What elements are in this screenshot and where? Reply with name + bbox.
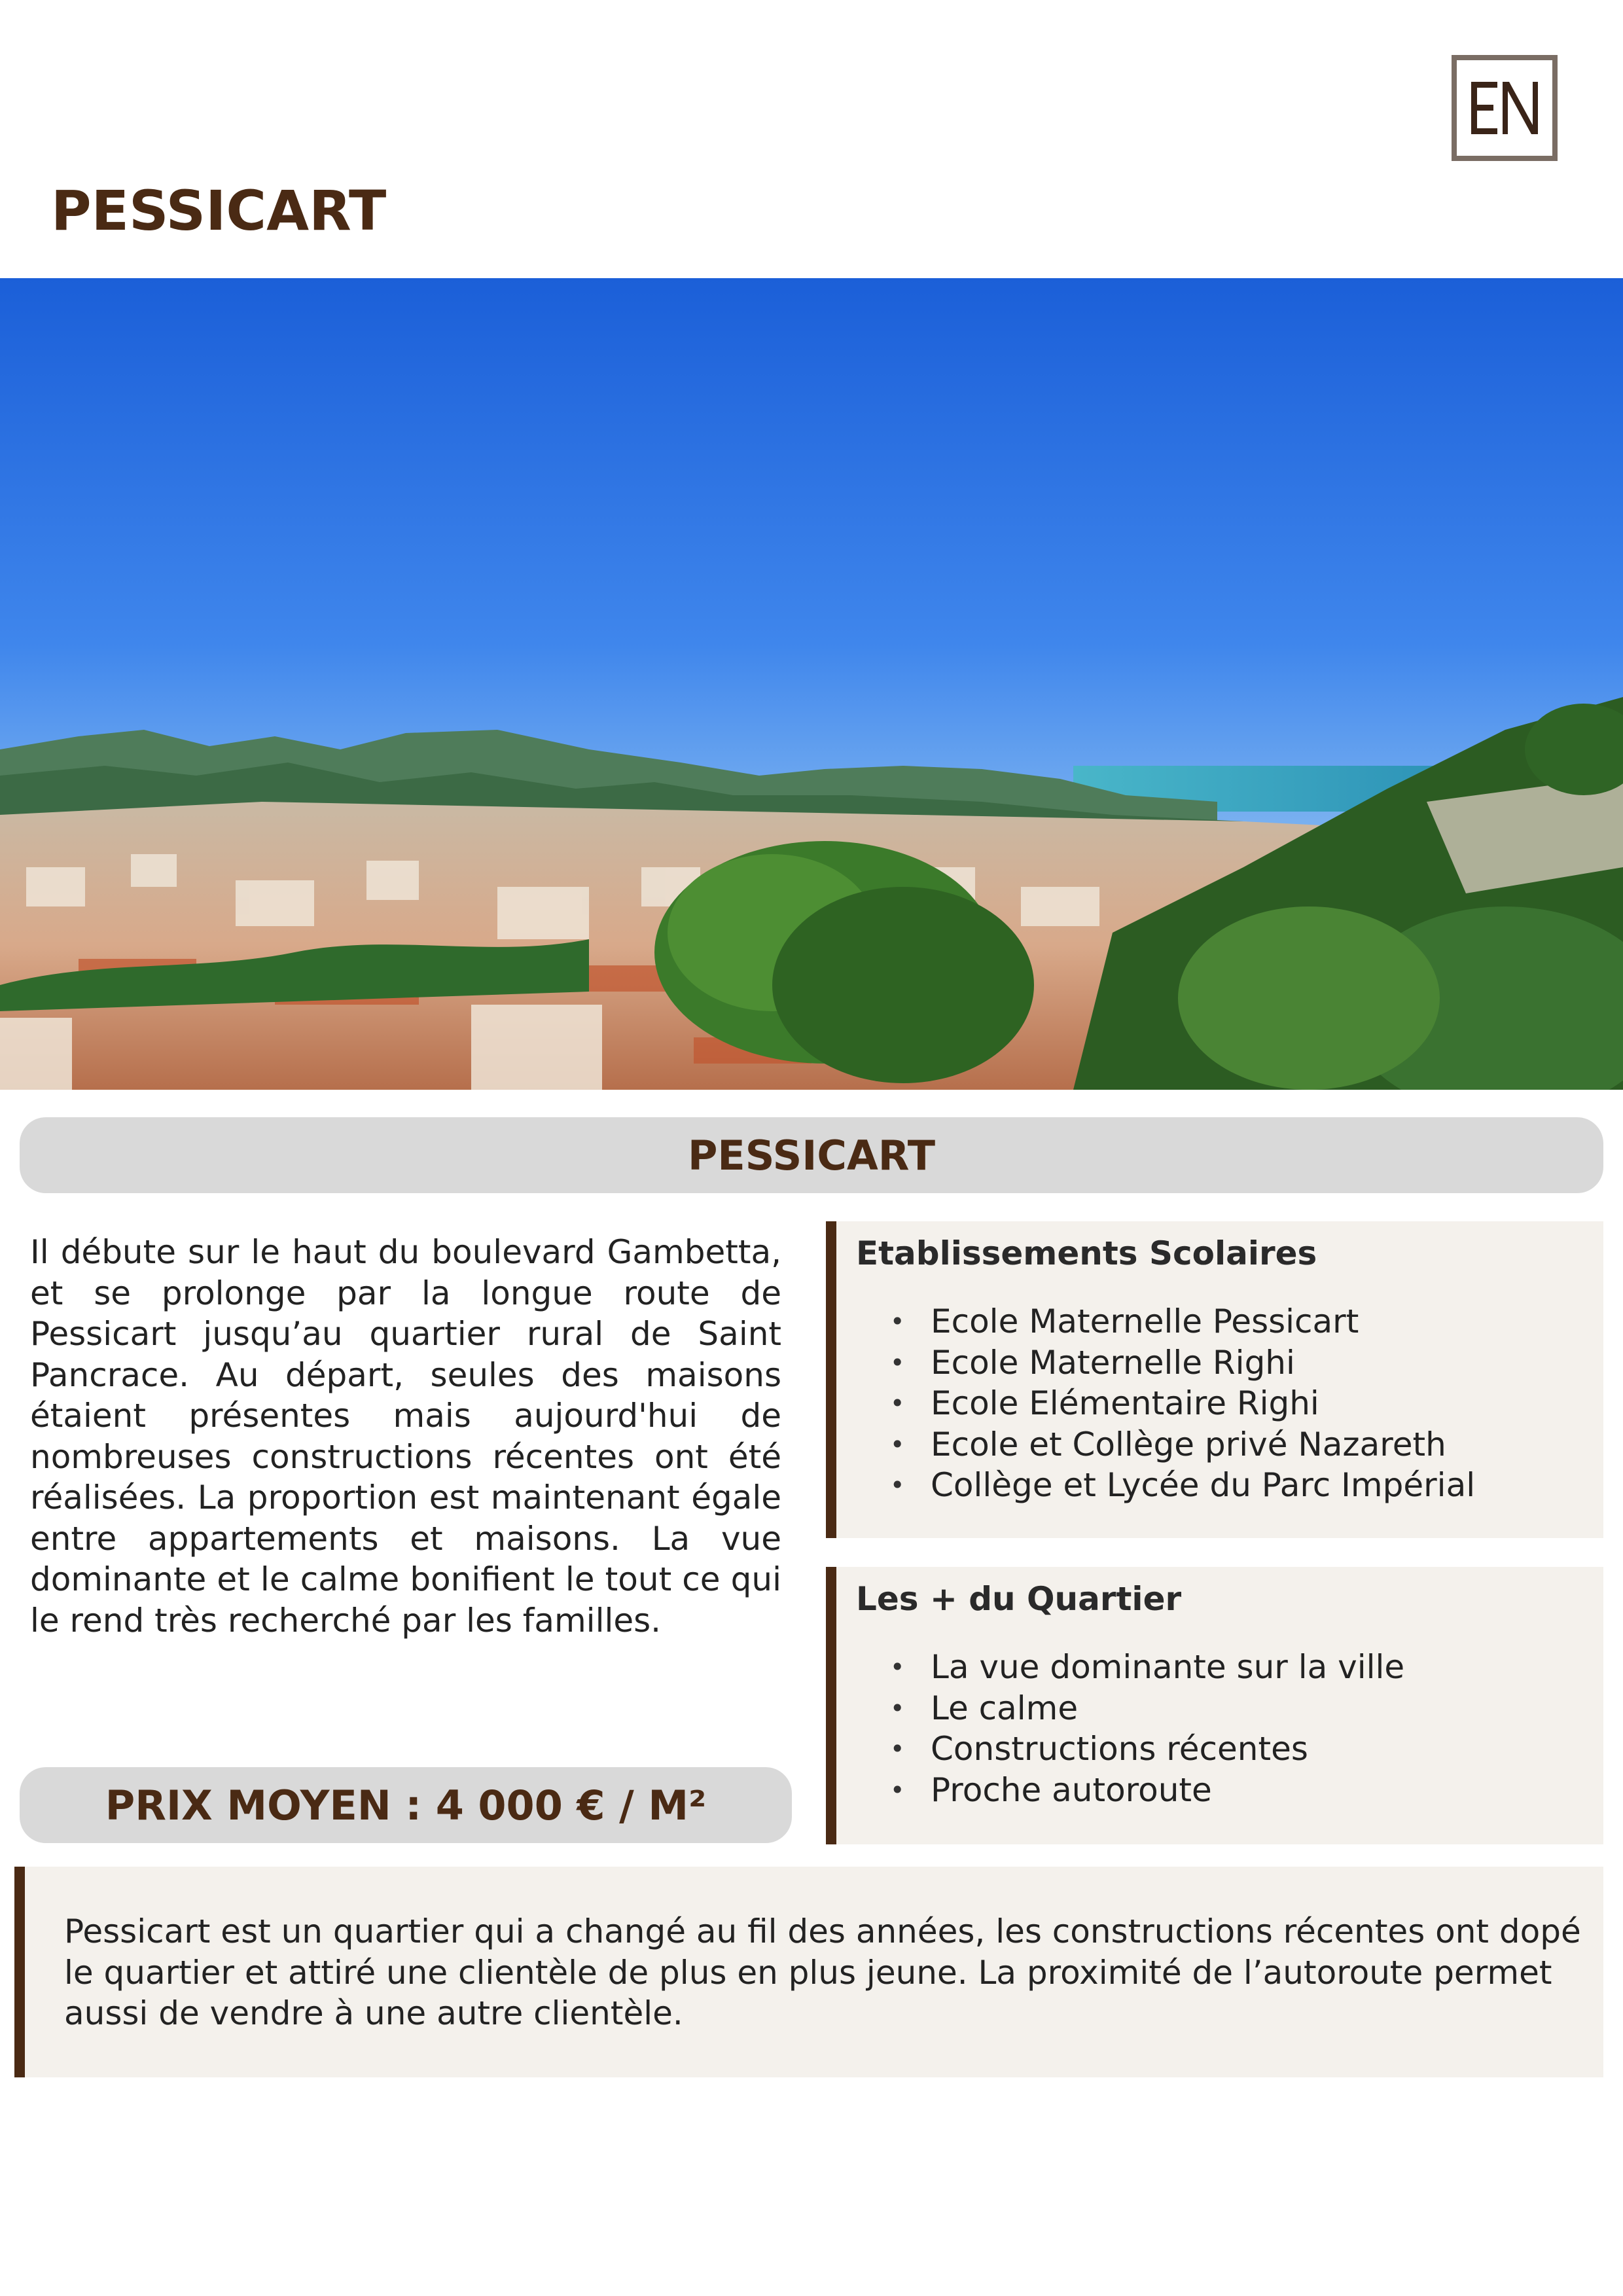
en-monogram-icon bbox=[1469, 79, 1541, 137]
list-item: • Collège et Lycée du Parc Impérial bbox=[890, 1465, 1475, 1506]
list-item: • La vue dominante sur la ville bbox=[890, 1647, 1404, 1688]
brand-logo bbox=[1452, 55, 1558, 161]
conclusion-box bbox=[14, 1867, 1603, 2077]
hero-cityscape-photo bbox=[0, 278, 1623, 1090]
list-item: • Ecole et Collège privé Nazareth bbox=[890, 1424, 1475, 1465]
schools-title: Etablissements Scolaires bbox=[856, 1234, 1317, 1272]
list-item: • Proche autoroute bbox=[890, 1770, 1404, 1811]
list-item: • Ecole Maternelle Pessicart bbox=[890, 1301, 1475, 1342]
pluses-title: Les + du Quartier bbox=[856, 1580, 1182, 1618]
pluses-list bbox=[890, 1647, 1404, 1810]
list-item: • Ecole Maternelle Righi bbox=[890, 1342, 1475, 1384]
average-price-label: PRIX MOYEN : 4 000 € / M² bbox=[105, 1781, 707, 1829]
list-item: • Constructions récentes bbox=[890, 1729, 1404, 1770]
schools-card bbox=[826, 1221, 1603, 1538]
intro-paragraph: Il débute sur le haut du boulevard Gambetta, et se prolonge par la longue route de Pessicart jusqu’au quartier rural de Saint Pancrace. Au départ, seules des maisons étaient présentes mais aujourd'hui de nombreuses constructions récentes ont été réalisées. La proportion est maintenant égale entre appartements et maisons. La vue dominante et le calme bonifient le tout ce qui le rend très recherché par les familles. bbox=[30, 1233, 781, 1640]
list-item: • Le calme bbox=[890, 1688, 1404, 1729]
list-item: • Ecole Elémentaire Righi bbox=[890, 1383, 1475, 1424]
schools-list bbox=[890, 1301, 1475, 1506]
page-title: PESSICART bbox=[51, 179, 387, 243]
average-price-banner bbox=[20, 1767, 792, 1843]
section-title: PESSICART bbox=[687, 1131, 936, 1179]
conclusion-paragraph: Pessicart est un quartier qui a changé au fil des années, les constructions récentes ont dopé le quartier et attiré une clientèle de plus en plus jeune. La proximité de l’autoroute permet aussi de vendre à une autre clientèle. bbox=[64, 1912, 1581, 2032]
neighborhood-pluses-card bbox=[826, 1567, 1603, 1844]
section-title-banner bbox=[20, 1117, 1603, 1193]
